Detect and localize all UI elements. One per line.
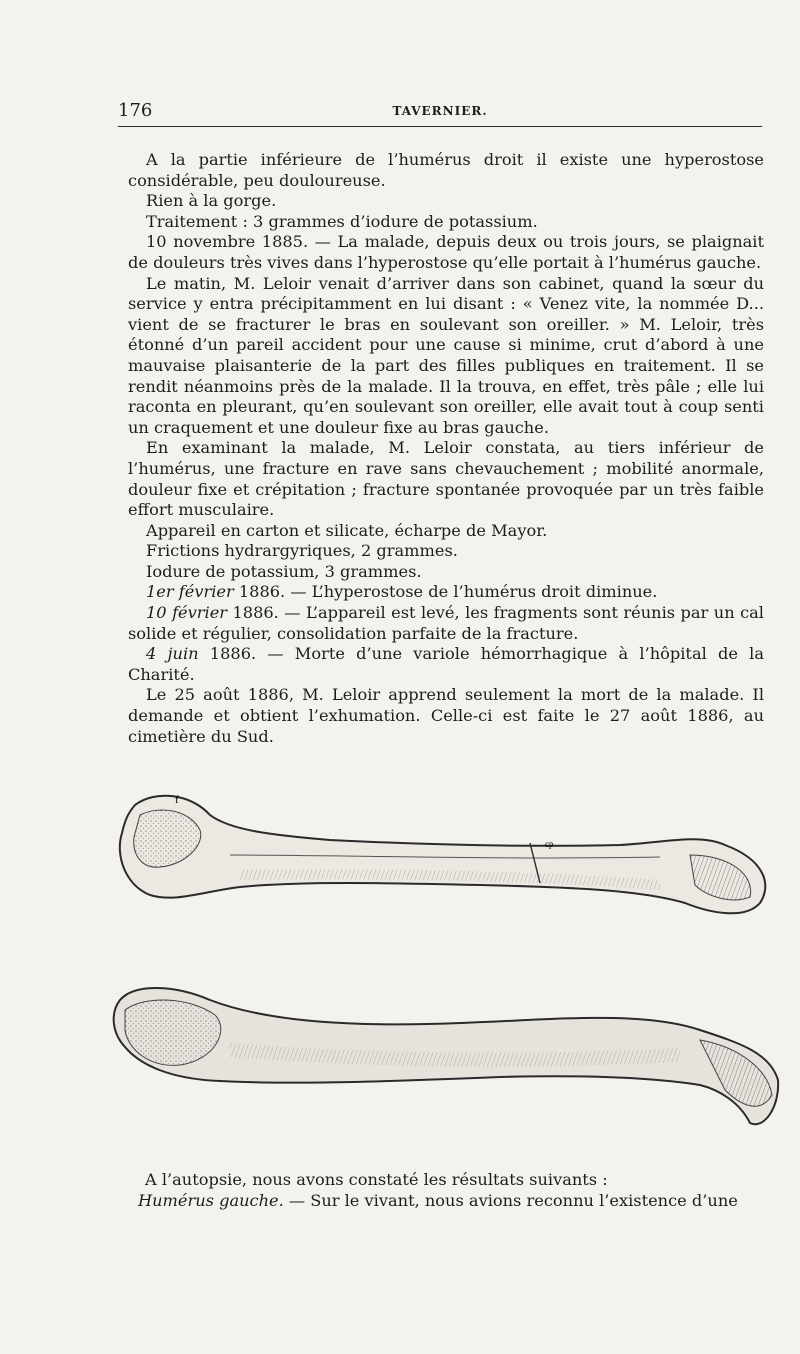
paragraph: Frictions hydrargyriques, 2 grammes. [146, 541, 458, 561]
entry-date: 4 juin [146, 644, 199, 664]
paragraph: Iodure de potassium, 3 grammes. [146, 561, 422, 581]
paragraph: A la partie inférieure de l’humérus droit il existe une hyperostose considérable, peu douloureuse. [128, 150, 764, 190]
entry-text: 1886. — L’hyperostose de l’humérus droit diminue. [233, 582, 658, 602]
body-text [128, 150, 764, 747]
paragraph: Traitement : 3 grammes d’iodure de potassium. [146, 211, 538, 231]
humerus-lower-drawing [114, 988, 779, 1124]
humerus-upper-drawing [120, 796, 765, 914]
dated-entry [128, 644, 764, 685]
paragraph: 10 novembre 1885. — La malade, depuis deux ou trois jours, se plaignait de douleurs très vives dans l’hyperostose qu’elle portait à l’humérus gauche. [128, 232, 764, 272]
dated-entry [128, 603, 764, 644]
after-figure-text [138, 1170, 765, 1211]
figure-label-f: f [175, 794, 179, 806]
page-number: 176 [118, 100, 153, 121]
entry-date: 1er février [146, 582, 234, 602]
dated-entry [128, 582, 764, 603]
after-figure-line: A l’autopsie, nous avons constaté les résultats suivants : [145, 1170, 608, 1189]
humerus-figure [100, 785, 780, 1145]
running-head: TAVERNIER. [392, 104, 488, 118]
paragraph: Appareil en carton et silicate, écharpe de Mayor. [146, 520, 548, 540]
paragraph: En examinant la malade, M. Leloir constata, au tiers inférieur de l’humérus, une fracture en rave sans chevauchement ; mobilité anormale, douleur fixe et crépitation ; fracture spontanée provoquée par un très faible effort musculaire. [128, 438, 764, 520]
paragraph: Le matin, M. Leloir venait d’arriver dans son cabinet, quand la sœur du service y entra précipitamment en lui disant : « Venez vite, la nommée D... vient de se fracturer le bras en soulevant son oreiller. » M. Leloir, très étonné d’un pareil accident pour une cause si minime, crut d’abord à une mauvaise plaisanterie de la part des filles publiques en traitement. Il se rendit néanmoins près de la malade. Il la trouva, en effet, très pâle ; elle lui raconta en pleurant, qu’en soulevant son oreiller, elle avait tout à coup senti un craquement et une douleur fixe au bras gauche. [128, 273, 764, 437]
entry-date: 10 février [146, 603, 228, 623]
after-figure-rest: — Sur le vivant, nous avions reconnu l’existence d’une [283, 1190, 738, 1210]
figure-label-cp: cp [545, 839, 554, 849]
entry-text: 1886. — L’appareil est levé, les fragments sont réunis par un cal solide et régulier, consolidation parfaite de la fracture. [128, 603, 764, 643]
paragraph: Rien à la gorge. [146, 191, 277, 211]
page-header [118, 96, 762, 127]
after-figure-line [138, 1191, 765, 1212]
paragraph: Le 25 août 1886, M. Leloir apprend seulement la mort de la malade. Il demande et obtient l’exhumation. Celle-ci est faite le 27 août 1886, au cimetière du Sud. [128, 685, 764, 746]
entry-text: 1886. — Morte d’une variole hémorrhagique à l’hôpital de la Charité. [128, 644, 764, 684]
italic-lead: Humérus gauche. [138, 1190, 284, 1210]
